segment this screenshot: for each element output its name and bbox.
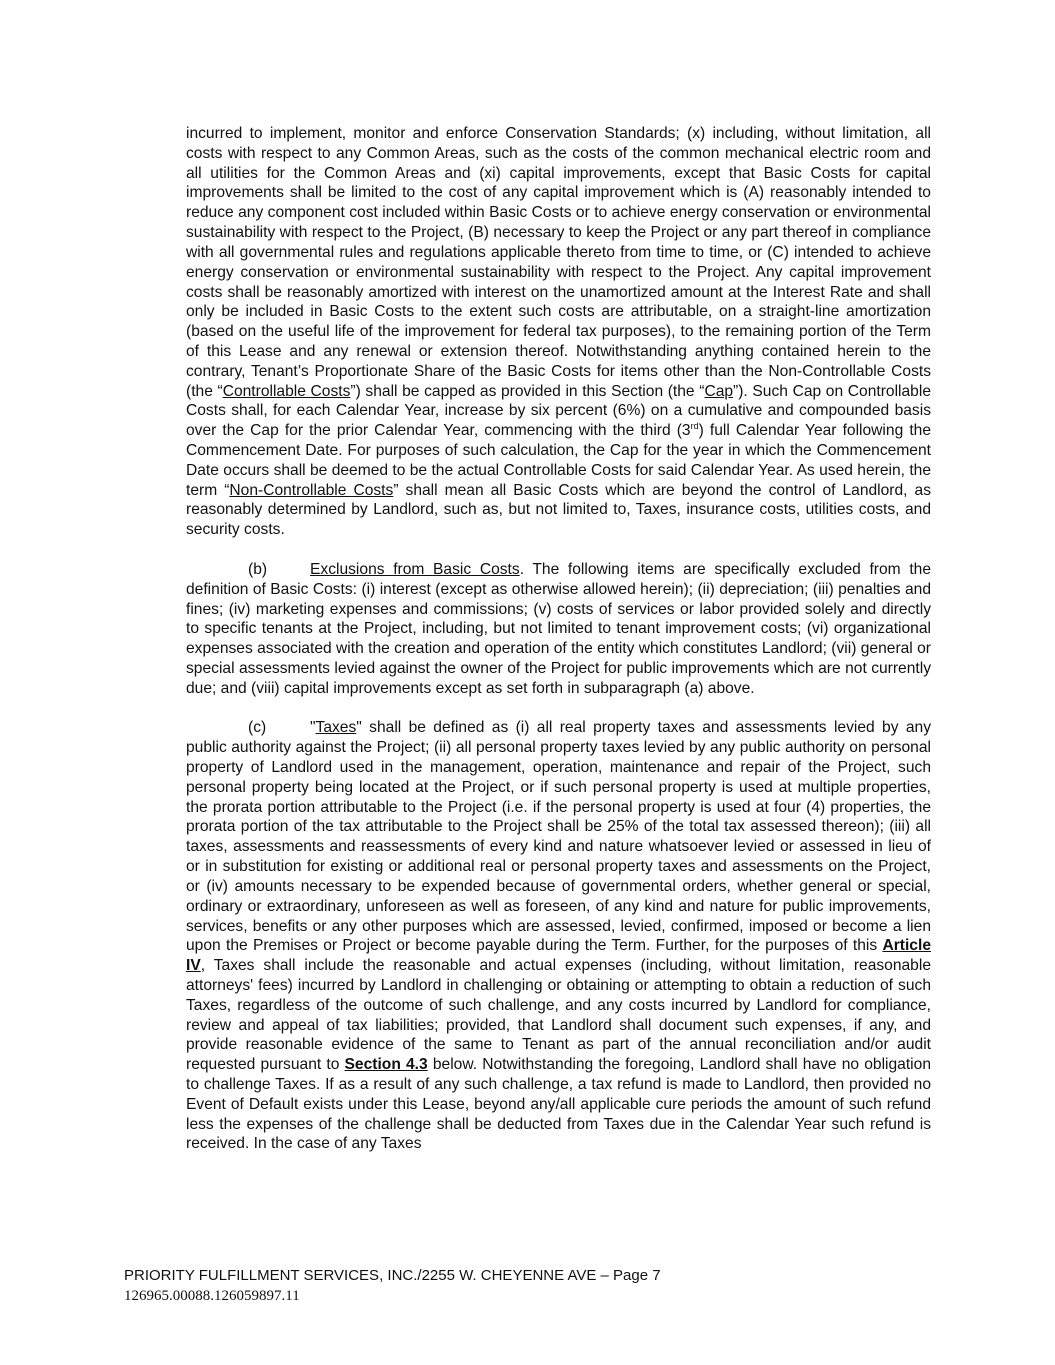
- ordinal-superscript: rd: [690, 421, 699, 431]
- text-run: , Taxes shall include the reasonable and actual expenses (including, without limitation, reasonable attorneys' fees) incurred by Landlord in challenging or obtaining or attempting to obtain a reduction of such Taxes, regardless of the outcome of such challenge, and any costs incurred by Landlord for compliance, review and appeal of tax liabilities; provided, that Landlord shall document such expenses, if any, and provide reasonable evidence of the same to Tenant as part of the annual reconciliation and/or audit requested pursuant to: [186, 957, 931, 1074]
- text-run: ": [310, 719, 316, 737]
- defined-term-controllable-costs: Controllable Costs: [222, 382, 351, 400]
- text-run: ” shall mean all Basic Costs which are beyond the control of Landlord, as reasonably determined by Landlord, such as, but not limited to, Taxes, insurance costs, utilities costs, and security costs.: [186, 481, 931, 539]
- footer-doc-number: 126965.00088.126059897.11: [124, 1288, 300, 1304]
- cross-reference-section-4-3: Section 4.3: [344, 1056, 428, 1074]
- paragraph-heading: Exclusions from Basic Costs: [310, 560, 520, 578]
- page-footer: [124, 1266, 924, 1306]
- paragraph-a-continued: [186, 124, 931, 540]
- footer-title: PRIORITY FULFILLMENT SERVICES, INC./2255 W. CHEYENNE AVE – Page 7: [124, 1267, 661, 1284]
- text-run: ”) shall be capped as provided in this Section (the “: [350, 382, 705, 400]
- document-body: [186, 124, 931, 1154]
- text-run: incurred to implement, monitor and enforce Conservation Standards; (x) including, without limitation, all costs with respect to any Common Areas, such as the costs of the common mechanical electric room and all utilities for the Common Areas and (xi) capital improvements, except that Basic Costs for capital improvements shall be limited to the cost of any capital improvement which is (A) reasonably intended to reduce any component cost included within Basic Costs or to achieve energy conservation or environmental sustainability with respect to the Project, (B) necessary to keep the Project or any part thereof in compliance with all governmental rules and regulations applicable thereto from time to time, or (C) intended to achieve energy conservation or environmental sustainability with respect to the Project. Any capital improvement costs shall be reasonably amortized with interest on the unamortized amount at the Interest Rate and shall only be included in Basic Costs to the extent such costs are attributable, on a straight-line amortization (based on the useful life of the improvement for federal tax purposes), to the remaining portion of the Term of this Lease and any renewal or extension thereof. Notwithstanding anything contained herein to the contrary, Tenant’s Proportionate Share of the Basic Costs for items other than the Non-Controllable Costs (the “: [186, 125, 931, 400]
- paragraph-label: (b): [248, 560, 268, 578]
- text-run: . The following items are specifically excluded from the definition of Basic Costs: (i) interest (except as otherwise allowed herein); (ii) depreciation; (iii) penalties and fines; (iv) marketing expenses and commissions; (v) costs of services or labor provided solely and directly to specific tenants at the Project, including, but not limited to tenant improvement costs; (vi) organizational expenses associated with the creation and operation of the entity which constitutes Landlord; (vii) general or special assessments levied against the owner of the Project for public improvements which are not currently due; and (viii) capital improvements except as set forth in subparagraph (a) above.: [186, 560, 931, 697]
- defined-term-cap: Cap: [704, 382, 734, 400]
- text-run: " shall be defined as (i) all real property taxes and assessments levied by any public authority against the Project; (ii) all personal property taxes levied by any public authority on personal property of Landlord used in the management, operation, maintenance and repair of the Project, such personal property being located at the Project, or if such personal property is used at multiple properties, the prorata portion attributable to the Project (i.e. if the personal property is used at four (4) properties, the prorata portion of the tax attributable to the Project shall be 25% of the total tax assessed thereon); (iii) all taxes, assessments and reassessments of every kind and nature whatsoever levied or assessed in lieu of or in substitution for existing or additional real or personal property taxes and assessments on the Project, or (iv) amounts necessary to be expended because of governmental orders, whether general or special, ordinary or extraordinary, unforeseen as well as foreseen, of any kind and nature for public improvements, services, benefits or any other purposes which are assessed, levied, confirmed, imposed or become a lien upon the Premises or Project or become payable during the Term. Further, for the purposes of this: [186, 719, 931, 955]
- paragraph-c: [186, 718, 931, 1154]
- text-run: ) full Calendar Year following the Commencement Date. For purposes of such calculation, the Cap for the year in which the Commencement Date occurs shall be deemed to be the actual Controllable Costs for said Calendar Year. As used herein, the term “: [186, 422, 931, 499]
- text-run: ”). Such Cap on Controllable Costs shall, for each Calendar Year, increase by six percent (6%) on a cumulative and compounded basis over the Cap for the prior Calendar Year, commencing with the third (3: [186, 382, 931, 440]
- paragraph-b: [186, 560, 931, 699]
- paragraph-label: (c): [248, 719, 267, 737]
- cross-reference-article-iv: Article IV: [186, 937, 931, 975]
- defined-term-non-controllable-costs: Non-Controllable Costs: [229, 481, 394, 499]
- defined-term-taxes: Taxes: [315, 719, 357, 737]
- text-run: below. Notwithstanding the foregoing, Landlord shall have no obligation to challenge Taxes. If as a result of any such challenge, a tax refund is made to Landlord, then provided no Event of Default exists under this Lease, beyond any/all applicable cure periods the amount of such refund less the expenses of the challenge shall be deducted from Taxes due in the Calendar Year such refund is received. In the case of any Taxes: [186, 1056, 931, 1153]
